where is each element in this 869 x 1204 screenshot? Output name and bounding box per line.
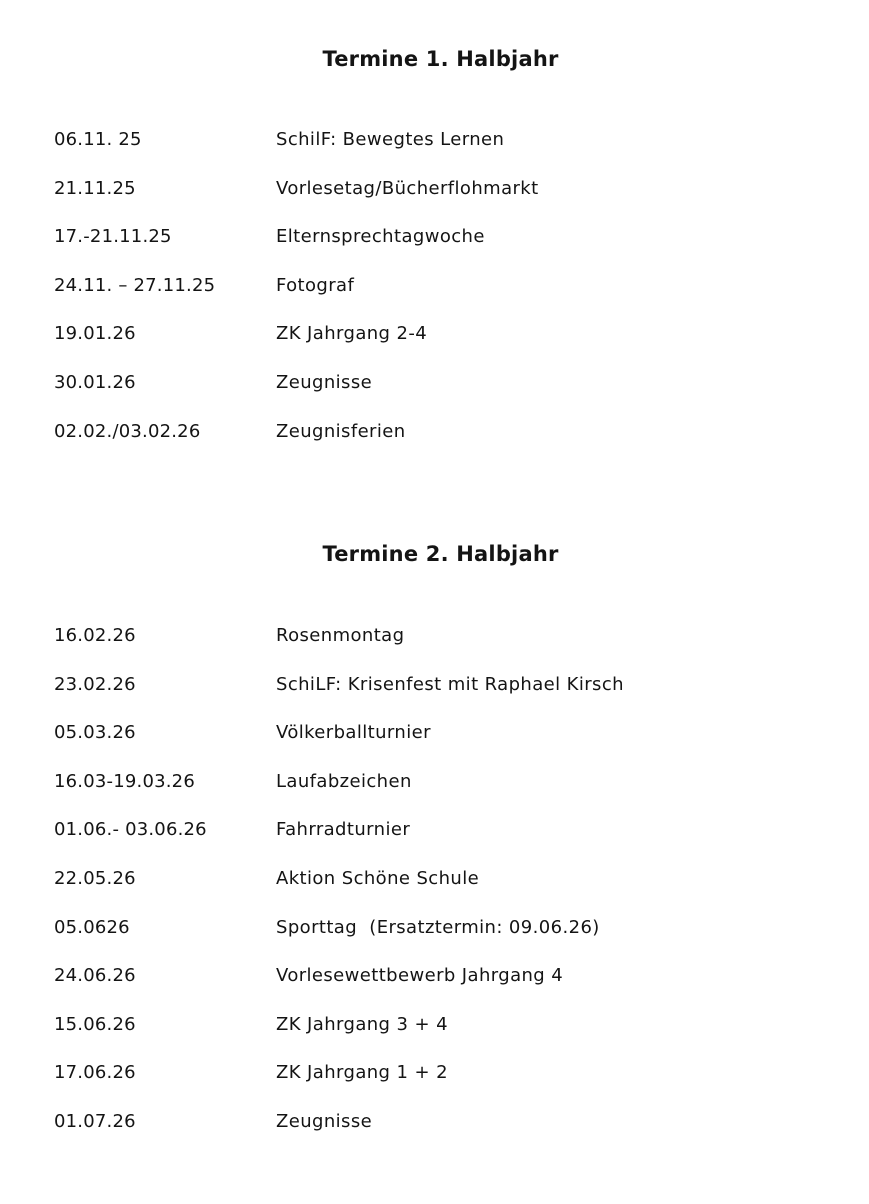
schedule-row xyxy=(0,670,869,719)
row-date: 17.06.26 xyxy=(54,1062,136,1084)
row-event: Zeugnisse xyxy=(276,1110,373,1132)
row-event: Rosenmontag xyxy=(276,625,405,646)
schedule-row xyxy=(0,417,869,466)
row-date: 02.02./03.02.26 xyxy=(54,420,201,442)
row-event: ZK Jahrgang 1 + 2 xyxy=(276,1062,448,1084)
row-date: 21.11.25 xyxy=(54,177,136,199)
row-date: 05.03.26 xyxy=(54,722,136,744)
schedule-row xyxy=(0,1058,869,1107)
section-title: Termine 2. Halbjahr xyxy=(322,542,559,566)
schedule-row xyxy=(0,1107,869,1156)
row-event: Fotograf xyxy=(276,274,355,296)
row-date: 01.06.- 03.06.26 xyxy=(54,819,207,841)
row-date: 24.06.26 xyxy=(54,965,136,987)
row-event: Zeugnisse xyxy=(276,371,373,393)
schedule-row xyxy=(0,222,869,271)
schedule-row xyxy=(0,125,869,174)
row-date: 17.-21.11.25 xyxy=(54,226,172,248)
row-date: 22.05.26 xyxy=(54,867,136,889)
schedule-list xyxy=(0,621,869,1156)
row-event: Elternsprechtagwoche xyxy=(276,226,485,248)
schedule-row xyxy=(0,913,869,962)
row-date: 16.03-19.03.26 xyxy=(54,770,195,792)
schedule-row xyxy=(0,815,869,864)
schedule-row xyxy=(0,368,869,417)
schedule-row xyxy=(0,271,869,320)
section-title: Termine 1. Halbjahr xyxy=(322,47,559,71)
schedule-row xyxy=(0,961,869,1010)
row-date: 23.02.26 xyxy=(54,673,136,695)
schedule-row xyxy=(0,174,869,223)
row-event: Fahrradturnier xyxy=(276,819,411,841)
row-event: SchilF: Bewegtes Lernen xyxy=(276,129,505,150)
row-date: 06.11. 25 xyxy=(54,129,142,150)
row-event: Völkerballturnier xyxy=(276,722,431,744)
row-event: ZK Jahrgang 3 + 4 xyxy=(276,1013,448,1035)
schedule-row xyxy=(0,319,869,368)
row-date: 15.06.26 xyxy=(54,1013,136,1035)
row-date: 30.01.26 xyxy=(54,371,136,393)
schedule-row xyxy=(0,1010,869,1059)
schedule-row xyxy=(0,864,869,913)
row-event: Vorlesetag/Bücherflohmarkt xyxy=(276,177,539,199)
row-date: 16.02.26 xyxy=(54,625,136,646)
row-event: Laufabzeichen xyxy=(276,770,412,792)
schedule-row xyxy=(0,767,869,816)
row-event: Zeugnisferien xyxy=(276,420,406,442)
row-date: 19.01.26 xyxy=(54,323,136,345)
schedule-row xyxy=(0,621,869,670)
schedule-row xyxy=(0,718,869,767)
schedule-list xyxy=(0,125,869,465)
row-date: 01.07.26 xyxy=(54,1110,136,1132)
row-date: 05.0626 xyxy=(54,916,130,938)
row-event: ZK Jahrgang 2-4 xyxy=(276,323,428,345)
row-event: Vorlesewettbewerb Jahrgang 4 xyxy=(276,965,564,987)
row-event: SchiLF: Krisenfest mit Raphael Kirsch xyxy=(276,673,624,695)
row-event: Aktion Schöne Schule xyxy=(276,867,480,889)
row-date: 24.11. – 27.11.25 xyxy=(54,274,216,296)
row-event: Sporttag (Ersatztermin: 09.06.26) xyxy=(276,916,600,938)
